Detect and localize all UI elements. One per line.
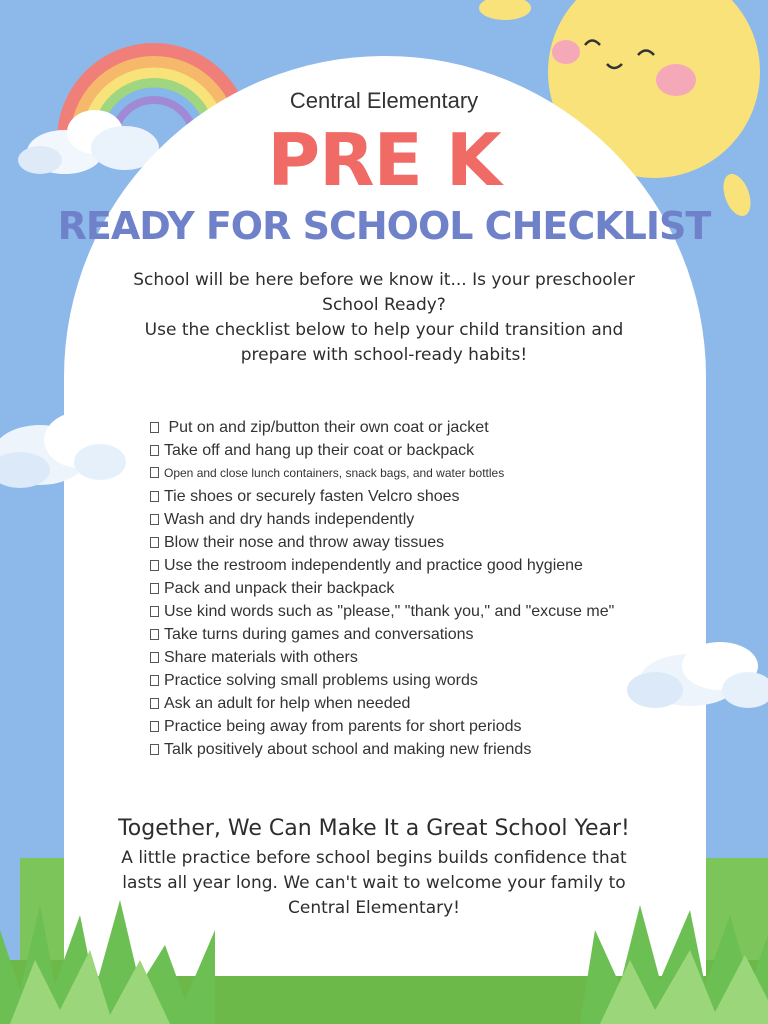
intro-line: School Ready?	[322, 295, 446, 315]
checklist-item[interactable]	[150, 416, 670, 439]
checklist-item-label: Open and close lunch containers, snack bags, and water bottles	[164, 466, 505, 480]
checklist-item[interactable]	[150, 554, 670, 577]
checklist-item[interactable]	[150, 531, 670, 554]
checkbox-icon[interactable]	[150, 744, 159, 755]
checklist-item-label: Ask an adult for help when needed	[164, 695, 411, 712]
checklist-item-label: Use kind words such as "please," "thank you," and "excuse me"	[164, 603, 615, 620]
checkbox-icon[interactable]	[150, 445, 159, 456]
checklist-item-label: Pack and unpack their backpack	[164, 580, 395, 597]
checklist-item[interactable]	[150, 646, 670, 669]
page-title: PRE K	[267, 118, 501, 202]
closing-title: Together, We Can Make It a Great School Year!	[118, 816, 630, 841]
checklist	[150, 416, 670, 761]
checkbox-icon[interactable]	[150, 422, 159, 433]
checkbox-icon[interactable]	[150, 721, 159, 732]
checklist-item-label: Put on and zip/button their own coat or jacket	[164, 419, 489, 436]
checklist-item[interactable]	[150, 715, 670, 738]
intro-line: Use the checklist below to help your child transition and	[144, 320, 624, 340]
checklist-item[interactable]	[150, 669, 670, 692]
checkbox-icon[interactable]	[150, 514, 159, 525]
checkbox-icon[interactable]	[150, 491, 159, 502]
school-name: Central Elementary	[289, 88, 479, 113]
checklist-item[interactable]	[150, 462, 670, 485]
checklist-item[interactable]	[150, 577, 670, 600]
checkbox-icon[interactable]	[150, 537, 159, 548]
checklist-item-label: Blow their nose and throw away tissues	[164, 534, 445, 551]
closing-line: lasts all year long. We can't wait to welcome your family to	[122, 873, 626, 893]
intro-text	[84, 268, 684, 368]
checklist-item-label: Use the restroom independently and practice good hygiene	[164, 557, 583, 574]
checklist-item-label: Practice solving small problems using words	[164, 672, 478, 689]
checklist-item[interactable]	[150, 439, 670, 462]
checklist-item[interactable]	[150, 508, 670, 531]
checkbox-icon[interactable]	[150, 583, 159, 594]
checklist-item[interactable]	[150, 485, 670, 508]
checklist-item[interactable]	[150, 623, 670, 646]
checkbox-icon[interactable]	[150, 675, 159, 686]
checkbox-icon[interactable]	[150, 629, 159, 640]
checklist-item-label: Take turns during games and conversations	[164, 626, 474, 643]
checklist-item-label: Practice being away from parents for short periods	[164, 718, 522, 735]
closing-line: Central Elementary!	[288, 898, 460, 918]
checklist-item[interactable]	[150, 692, 670, 715]
closing-line: A little practice before school begins builds confidence that	[121, 848, 627, 868]
checkbox-icon[interactable]	[150, 467, 159, 478]
checkbox-icon[interactable]	[150, 698, 159, 709]
intro-line: School will be here before we know it... Is your preschooler	[133, 270, 635, 290]
checkbox-icon[interactable]	[150, 560, 159, 571]
page-subtitle: READY FOR SCHOOL CHECKLIST	[57, 204, 711, 248]
checklist-item[interactable]	[150, 738, 670, 761]
checkbox-icon[interactable]	[150, 652, 159, 663]
checklist-item-label: Talk positively about school and making new friends	[164, 741, 532, 758]
intro-line: prepare with school-ready habits!	[240, 345, 528, 365]
closing-text	[84, 846, 664, 921]
checklist-item-label: Take off and hang up their coat or backpack	[164, 442, 475, 459]
checklist-item-label: Tie shoes or securely fasten Velcro shoes	[164, 488, 460, 505]
checklist-item-label: Share materials with others	[164, 649, 358, 666]
checkbox-icon[interactable]	[150, 606, 159, 617]
checklist-item[interactable]	[150, 600, 670, 623]
checklist-item-label: Wash and dry hands independently	[164, 511, 415, 528]
